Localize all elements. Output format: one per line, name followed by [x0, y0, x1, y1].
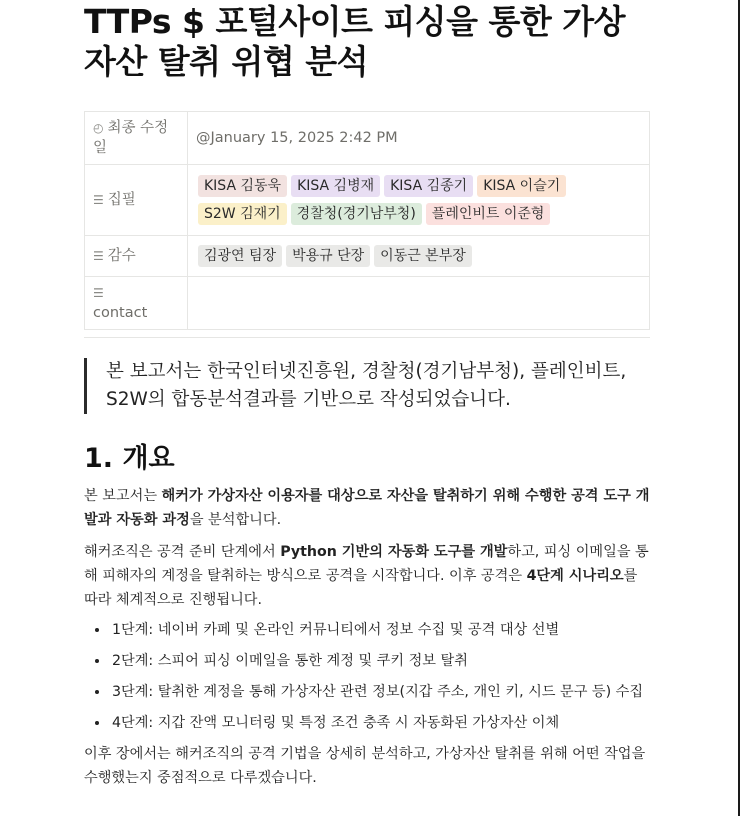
property-label: 감수	[107, 248, 136, 264]
person-tag[interactable]: KISA 이슬기	[477, 175, 566, 197]
person-tag[interactable]: KISA 김종기	[384, 175, 473, 197]
paragraph-1	[84, 484, 650, 532]
list-item: • 2단계: 스피어 피싱 이메일을 통한 계정 및 쿠키 정보 탈취	[110, 649, 650, 673]
bold-text: 해커가 가상자산 이용자를 대상으로 자산을 탈취하기 위해 수행한 공격 도구 개발과 자동화 과정	[84, 488, 650, 528]
property-label: contact	[93, 305, 148, 321]
text-run: 를 따라 체계적으로 진행됩니다.	[84, 568, 638, 608]
property-label: 집필	[107, 192, 136, 208]
text-run: 하고, 피싱 이메일을 통해 피해자의 계정을 탈취하는 방식으로 공격을 시작합니다. 이후 공격은	[84, 544, 649, 584]
property-row-last-modified	[85, 112, 650, 165]
text-run: 본 보고서는	[84, 488, 162, 504]
list-icon: ☰	[93, 286, 104, 300]
last-modified-date: @January 15, 2025 2:42 PM	[196, 130, 398, 146]
person-tag[interactable]: KISA 김병재	[291, 175, 380, 197]
property-name[interactable]	[85, 112, 188, 165]
bold-text: 4단계 시나리오	[526, 568, 624, 584]
person-tag[interactable]: 경찰청(경기남부청)	[291, 203, 422, 225]
list-item: • 3단계: 탈취한 계정을 통해 가상자산 관련 정보(지갑 주소, 개인 키, 시드 문구 등) 수집	[110, 680, 650, 704]
paragraph-3: 이후 장에서는 해커조직의 공격 기법을 상세히 분석하고, 가상자산 탈취를 위해 어떤 작업을 수행했는지 중점적으로 다루겠습니다.	[84, 746, 646, 786]
clock-icon: ◴	[93, 121, 104, 135]
bold-text: Python 기반의 자동화 도구를 개발	[280, 544, 508, 560]
person-tag[interactable]: 김광연 팀장	[198, 245, 282, 267]
contact-value[interactable]	[188, 277, 650, 330]
text-run: 해커조직은 공격 준비 단계에서	[84, 544, 281, 560]
property-label: 최종 수정일	[93, 120, 169, 156]
list-icon: ☰	[93, 249, 104, 263]
property-value[interactable]	[188, 112, 650, 165]
person-tag[interactable]: S2W 김재기	[198, 203, 287, 225]
property-name[interactable]	[85, 236, 188, 277]
property-name[interactable]	[85, 277, 188, 330]
person-tag[interactable]: 박용규 단장	[286, 245, 370, 267]
properties-table	[84, 111, 650, 330]
stage-list	[84, 618, 650, 735]
person-tag[interactable]: 이동근 본부장	[374, 245, 472, 267]
section-heading: 1. 개요	[84, 443, 175, 474]
property-name[interactable]	[85, 165, 188, 236]
reviewers-tags[interactable]	[188, 236, 650, 277]
property-row-contact	[85, 277, 650, 330]
divider	[84, 337, 650, 338]
paragraph-2	[84, 540, 650, 612]
list-item: • 4단계: 지갑 잔액 모니터링 및 특정 조건 충족 시 자동화된 가상자산 이체	[110, 711, 650, 735]
person-tag[interactable]: KISA 김동욱	[198, 175, 287, 197]
property-row-reviewers	[85, 236, 650, 277]
person-tag[interactable]: 플레인비트 이준형	[426, 203, 551, 225]
quote-block: 본 보고서는 한국인터넷진흥원, 경찰청(경기남부청), 플레인비트, S2W의 합동분석결과를 기반으로 작성되었습니다.	[84, 358, 650, 414]
list-item: • 1단계: 네이버 카페 및 온라인 커뮤니티에서 정보 수집 및 공격 대상 선별	[110, 618, 650, 642]
list-icon: ☰	[93, 193, 104, 207]
property-row-authors	[85, 165, 650, 236]
document-page	[84, 0, 650, 790]
text-run: 을 분석합니다.	[189, 512, 282, 528]
page-title: TTPs $ 포털사이트 피싱을 통한 가상자산 탈취 위협 분석	[84, 2, 625, 81]
authors-tags[interactable]	[188, 165, 650, 236]
